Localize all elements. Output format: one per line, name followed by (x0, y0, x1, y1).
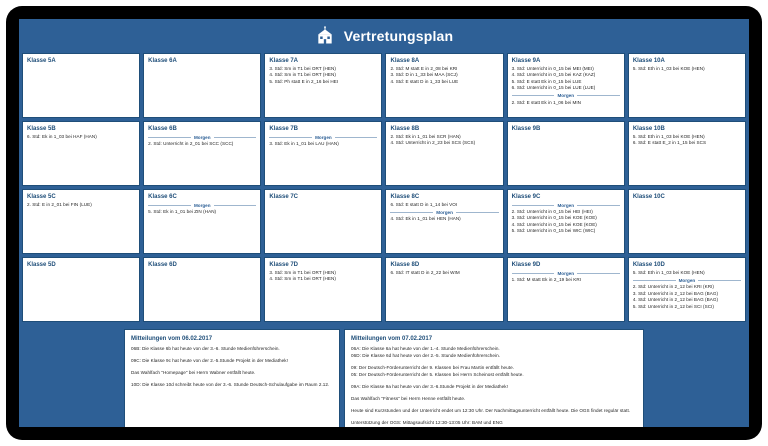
substitution-entry: 2. Std: Unterricht in 2_12 bei KRI (KRI) (632, 284, 714, 290)
substitution-entry: 4. Std: Unterricht in 0_15 bei KOE (KOE) (511, 221, 597, 227)
divider-line (214, 137, 257, 138)
divider-line (148, 137, 191, 138)
divider-line (456, 212, 499, 213)
class-card-title: Klasse 5A (27, 58, 56, 64)
class-card-title: Klasse 6D (148, 262, 177, 268)
class-card-title: Klasse 10C (632, 194, 665, 200)
notice-line: 09: Der Deutsch-Förderunterricht der 9. Klassen bei Frau Martin entfällt heute. (351, 365, 515, 370)
class-card[interactable] (143, 189, 261, 254)
substitution-entry: 4. Std: E statt D in 1_33 bei LUE (390, 78, 459, 84)
substitution-entry: 2. Std: Unterricht in 2_01 bei SCC (SCC) (148, 141, 234, 146)
class-card-title: Klasse 10B (632, 126, 665, 132)
class-card[interactable] (385, 53, 503, 118)
class-card[interactable] (628, 121, 746, 186)
notice-line: 06D: Die Klasse 6d hat heute von der 2.-5. Stunde Medienführerschein. (351, 353, 501, 358)
class-card-grid (19, 53, 749, 322)
notices-area (19, 322, 749, 427)
vertretungsplan-screen (19, 19, 749, 427)
day-divider (269, 135, 377, 140)
divider-line (577, 95, 620, 96)
substitution-entry: 3. Std: Unterricht in 0_15 bei KOE (KOE) (511, 215, 597, 221)
substitution-entry: 6. Std: E statt D in 1_14 bei VOI (390, 202, 458, 207)
divider-line (698, 280, 741, 281)
substitution-entry: 3. Std: Sm in T1 bei ORT (HEN) (269, 66, 336, 71)
divider-line (512, 205, 555, 206)
substitution-entry: 2. Std: E statt Ek in 1_06 bei MIN (511, 99, 582, 105)
substitution-entry: 5. Std: Eth in 1_03 bei KOE (HEN) (632, 134, 705, 139)
substitution-entry: 6. Std: IT statt D in 2_22 bei WIM (390, 270, 460, 275)
page-title: Vertretungsplan (343, 28, 454, 44)
substitution-entry: 5. Std: Eth in 1_03 bei KOE (HEN) (632, 270, 705, 275)
substitution-entry: 1. Std: M statt Ek in 2_19 bei KRI (511, 277, 582, 282)
notice-line: 09A: Die Klasse 9a hat heute von der 3.-6.Stunde Projekt in der Mediathek! (351, 384, 508, 389)
day-divider-label: Morgen (557, 202, 575, 208)
notice-box[interactable] (344, 329, 644, 427)
class-card-title: Klasse 9A (511, 58, 541, 64)
notice-title: Mitteilungen vom 06.02.2017 (131, 336, 213, 342)
notice-line: Heute sind Kurzstunden und der Unterricht endet um 12:30 Uhr. Der Nachmittagsunterricht entfällt heute. Die OGS findet regulär statt. (351, 408, 631, 413)
class-card-title: Klasse 6B (148, 126, 177, 132)
class-card-title: Klasse 5B (27, 126, 56, 132)
substitution-entry: 5. Std: Ek in 1_01 bei ZIN (HAN) (148, 209, 217, 214)
class-card-title: Klasse 10A (632, 58, 665, 64)
day-divider (512, 93, 620, 98)
substitution-entry: 3. Std: D in 1_33 bei MAA (SCJ) (390, 72, 458, 78)
day-divider (390, 210, 498, 215)
class-card-title: Klasse 8D (390, 262, 420, 268)
class-card[interactable] (507, 257, 625, 322)
class-card[interactable] (385, 189, 503, 254)
substitution-entry: 4. Std: Sm in T1 bei ORT (HEN) (269, 276, 336, 282)
class-card[interactable] (22, 257, 140, 322)
class-card-title: Klasse 6C (148, 194, 177, 200)
notice-line: Das Wahlfach "Homepage" bei Herrn Wabner entfällt heute. (131, 370, 256, 375)
notice-line: 06A: Die Klasse 6a hat heute von der 1.-4. Stunde Medienführerschein. (351, 346, 500, 351)
substitution-entry: 3. Std: Ek in 1_01 bei LAU (HAN) (269, 141, 339, 146)
class-card[interactable] (264, 121, 382, 186)
class-card[interactable] (507, 189, 625, 254)
class-card-title: Klasse 7D (269, 262, 299, 268)
divider-line (148, 205, 191, 206)
notice-box[interactable] (124, 329, 340, 427)
notice-title: Mitteilungen vom 07.02.2017 (351, 336, 433, 342)
class-card-title: Klasse 7A (269, 58, 299, 64)
substitution-entry: 6. Std: Ek in 1_03 bei HAF (HAN) (27, 134, 97, 139)
notice-line: 09C: Die Klasse 9c hat heute von der 2.-5.Stunde Projekt in der Mediathek! (131, 358, 288, 363)
day-divider (512, 203, 620, 208)
day-divider-label: Morgen (436, 209, 453, 215)
substitution-entry: 2. Std: M statt E in 2_08 bei KRI (390, 66, 458, 71)
app-header (19, 19, 749, 53)
class-card-title: Klasse 9C (511, 194, 541, 200)
divider-line (633, 280, 676, 281)
substitution-entry: 4. Std: Unterricht in 0_15 bei KAZ (KAZ) (511, 72, 596, 78)
divider-line (335, 137, 378, 138)
day-divider-label: Morgen (557, 270, 575, 276)
class-card-title: Klasse 7B (269, 126, 299, 132)
divider-line (512, 95, 555, 96)
divider-line (269, 137, 312, 138)
day-divider-label: Morgen (193, 134, 211, 140)
substitution-entry: 4. Std: Unterricht in 2_23 bei SCS (SCS) (390, 140, 476, 146)
day-divider (512, 271, 620, 276)
class-card-title: Klasse 5C (27, 194, 56, 200)
substitution-entry: 2. Std: Unterricht in 0_15 bei HEI (HEI) (511, 209, 593, 214)
class-card[interactable] (22, 53, 140, 118)
day-divider (148, 203, 256, 208)
class-card-title: Klasse 7C (269, 194, 299, 200)
substitution-entry: 5. Std: Eth in 1_03 bei KOE (HEN) (632, 66, 705, 71)
substitution-entry: 5. Std: Ph statt E in 2_16 bei HEI (269, 78, 339, 84)
substitution-entry: 5. Std: Unterricht in 0_15 bei WIC (WIC) (511, 228, 596, 234)
substitution-entry: 3. Std: Unterricht in 0_15 bei MEI (MEI) (511, 66, 594, 71)
substitution-entry: 5. Std: Unterricht in 2_12 bei SCI (SCI) (632, 303, 714, 309)
class-card[interactable] (507, 121, 625, 186)
class-card-title: Klasse 6A (148, 58, 177, 64)
class-card[interactable] (385, 257, 503, 322)
class-card[interactable] (143, 121, 261, 186)
class-card[interactable] (143, 257, 261, 322)
class-card[interactable] (22, 189, 140, 254)
substitution-entry: 4. Std: Sm in T1 bei ORT (HEN) (269, 72, 336, 78)
class-card[interactable] (385, 121, 503, 186)
divider-line (577, 205, 620, 206)
notice-line: 05: Der Deutsch-Förderunterricht der 5. Klassen bei Herrn Scheinost entfällt heute. (351, 372, 524, 377)
device-bezel (6, 6, 762, 440)
day-divider-label: Morgen (193, 202, 211, 208)
substitution-entry: 2. Std: Ek in 1_01 bei SCR (HAN) (390, 134, 461, 139)
substitution-entry: 5. Std: E statt Ek in 0_15 bei LUE (511, 78, 582, 84)
day-divider (148, 135, 256, 140)
class-card-title: Klasse 5D (27, 262, 56, 268)
notice-line: Das Wahlfach "Fitness" bei Herrn Henne entfällt heute. (351, 396, 466, 401)
class-card[interactable] (264, 189, 382, 254)
divider-line (577, 273, 620, 274)
substitution-entry: 3. Std: Unterricht in 2_12 bei BAG (BAG) (632, 290, 719, 296)
divider-line (512, 273, 555, 274)
class-card[interactable] (507, 53, 625, 118)
substitution-entry: 4. Std: Ek in 1_01 bei HEN (HAN) (390, 216, 461, 222)
divider-line (214, 205, 257, 206)
divider-line (390, 212, 433, 213)
notice-line: 06B: Die Klasse 6b hat heute von der 3.-6. Stunde Medienführerschein. (131, 346, 280, 351)
day-divider-label: Morgen (678, 277, 696, 283)
notice-line: 10D: Die Klasse 10d schreibt heute von der 3.-6. Stunde Deutsch-Schulaufgabe im Raum 2.12. (131, 382, 330, 387)
class-card[interactable] (628, 53, 746, 118)
day-divider (633, 278, 741, 283)
class-card-title: Klasse 8A (390, 58, 420, 64)
class-card-title: Klasse 9D (511, 262, 541, 268)
class-card[interactable] (22, 121, 140, 186)
class-card-title: Klasse 10D (632, 262, 665, 268)
substitution-entry: 6. Std: E statt E_2 in 1_15 bei SCS (632, 140, 707, 146)
class-card-title: Klasse 8B (390, 126, 420, 132)
class-card[interactable] (264, 53, 382, 118)
class-card-title: Klasse 9B (511, 126, 541, 132)
substitution-entry: 6. Std: Unterricht in 0_15 bei LUE (LUE) (511, 85, 596, 91)
class-card[interactable] (628, 257, 746, 322)
day-divider-label: Morgen (315, 134, 332, 140)
class-card[interactable] (628, 189, 746, 254)
day-divider-label: Morgen (557, 93, 575, 99)
substitution-entry: 3. Std: Sm in T1 bei ORT (HEN) (269, 270, 336, 275)
class-card[interactable] (143, 53, 261, 118)
substitution-entry: 4. Std: Unterricht in 2_12 bei BAG (BAG) (632, 297, 719, 303)
school-building-icon (315, 26, 335, 46)
substitution-entry: 2. Std: E in 2_01 bei FIN (LUE) (27, 202, 92, 207)
notice-line: Unterstützung der OGS: Mittagsaufsicht 12:30-13:05 Uhr: BAM und ENG (351, 420, 503, 425)
class-card-title: Klasse 8C (390, 194, 420, 200)
class-card[interactable] (264, 257, 382, 322)
